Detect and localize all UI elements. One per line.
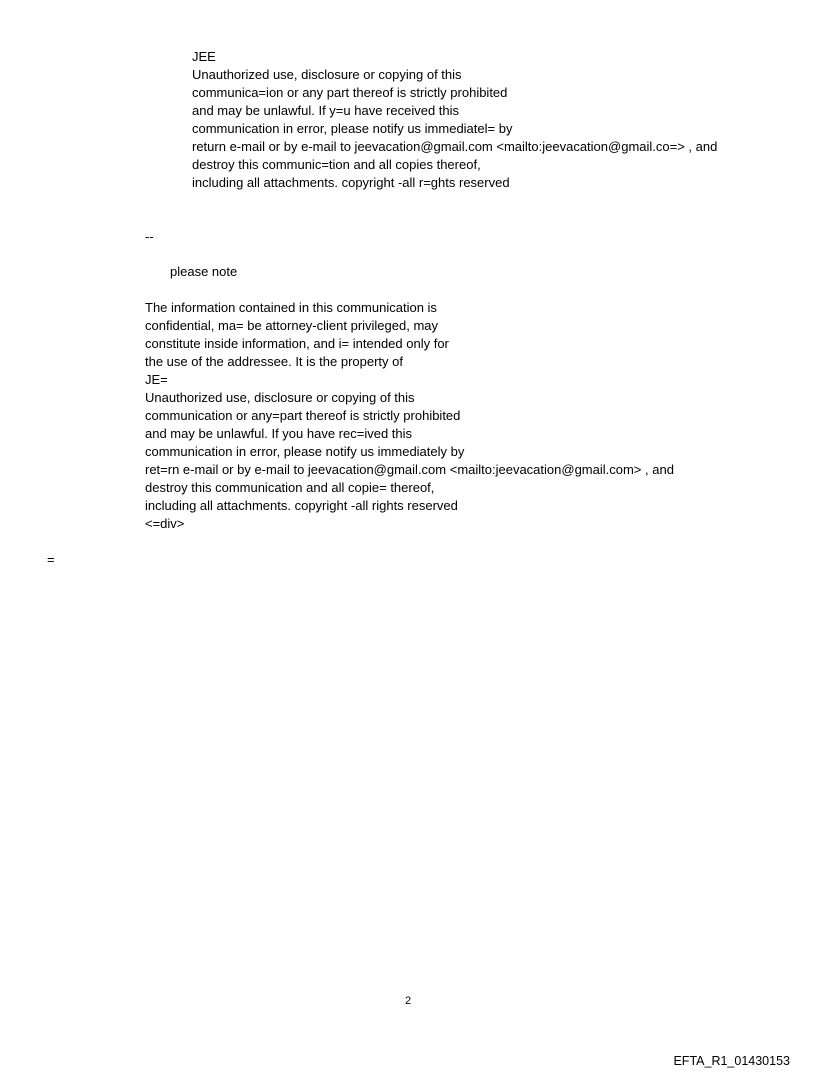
- block-b-line-6: Unauthorized use, disclosure or copying of this: [145, 390, 415, 405]
- block-b-line-9: communication in error, please notify us immediately by: [145, 444, 465, 459]
- bates-number: EFTA_R1_01430153: [673, 1054, 790, 1068]
- block-b-line-10: ret=rn e-mail or by e-mail to jeevacation@gmail.com <mailto:jeevacation@gmail.com> , and: [145, 462, 674, 477]
- block-b-line-11: destroy this communication and all copie= thereof,: [145, 480, 435, 495]
- block-a-line-5: communication in error, please notify us immediatel= by: [192, 121, 513, 136]
- please-note-text: please note: [170, 264, 238, 279]
- block-b-line-12: including all attachments. copyright -all rights reserved: [145, 498, 458, 513]
- block-b-line-3: constitute inside information, and i= intended only for: [145, 336, 449, 351]
- trailing-equals: =: [47, 552, 55, 567]
- signature-separator: --: [145, 229, 154, 244]
- block-a-line-1: JEE: [192, 49, 216, 64]
- block-a-line-4: and may be unlawful. If y=u have received this: [192, 103, 460, 118]
- block-b-line-2: confidential, ma= be attorney-client privileged, may: [145, 318, 439, 333]
- block-a-line-6: return e-mail or by e-mail to jeevacation@gmail.com <mailto:jeevacation@gmail.co=> , and: [192, 139, 718, 154]
- block-b-line-4: the use of the addressee. It is the property of: [145, 354, 403, 369]
- page-number: 2: [404, 995, 412, 1007]
- block-b-line-5: JE=: [145, 372, 168, 387]
- block-b-line-7: communication or any=part thereof is strictly prohibited: [145, 408, 461, 423]
- block-b-line-13: <=div>: [145, 516, 185, 531]
- block-a-line-7: destroy this communic=tion and all copies thereof,: [192, 157, 481, 172]
- block-a-line-8: including all attachments. copyright -all r=ghts reserved: [192, 175, 510, 190]
- block-b-line-8: and may be unlawful. If you have rec=ived this: [145, 426, 413, 441]
- block-b-line-1: The information contained in this communication is: [145, 300, 437, 315]
- block-a-line-3: communica=ion or any part thereof is strictly prohibited: [192, 85, 508, 100]
- block-a-line-2: Unauthorized use, disclosure or copying of this: [192, 67, 462, 82]
